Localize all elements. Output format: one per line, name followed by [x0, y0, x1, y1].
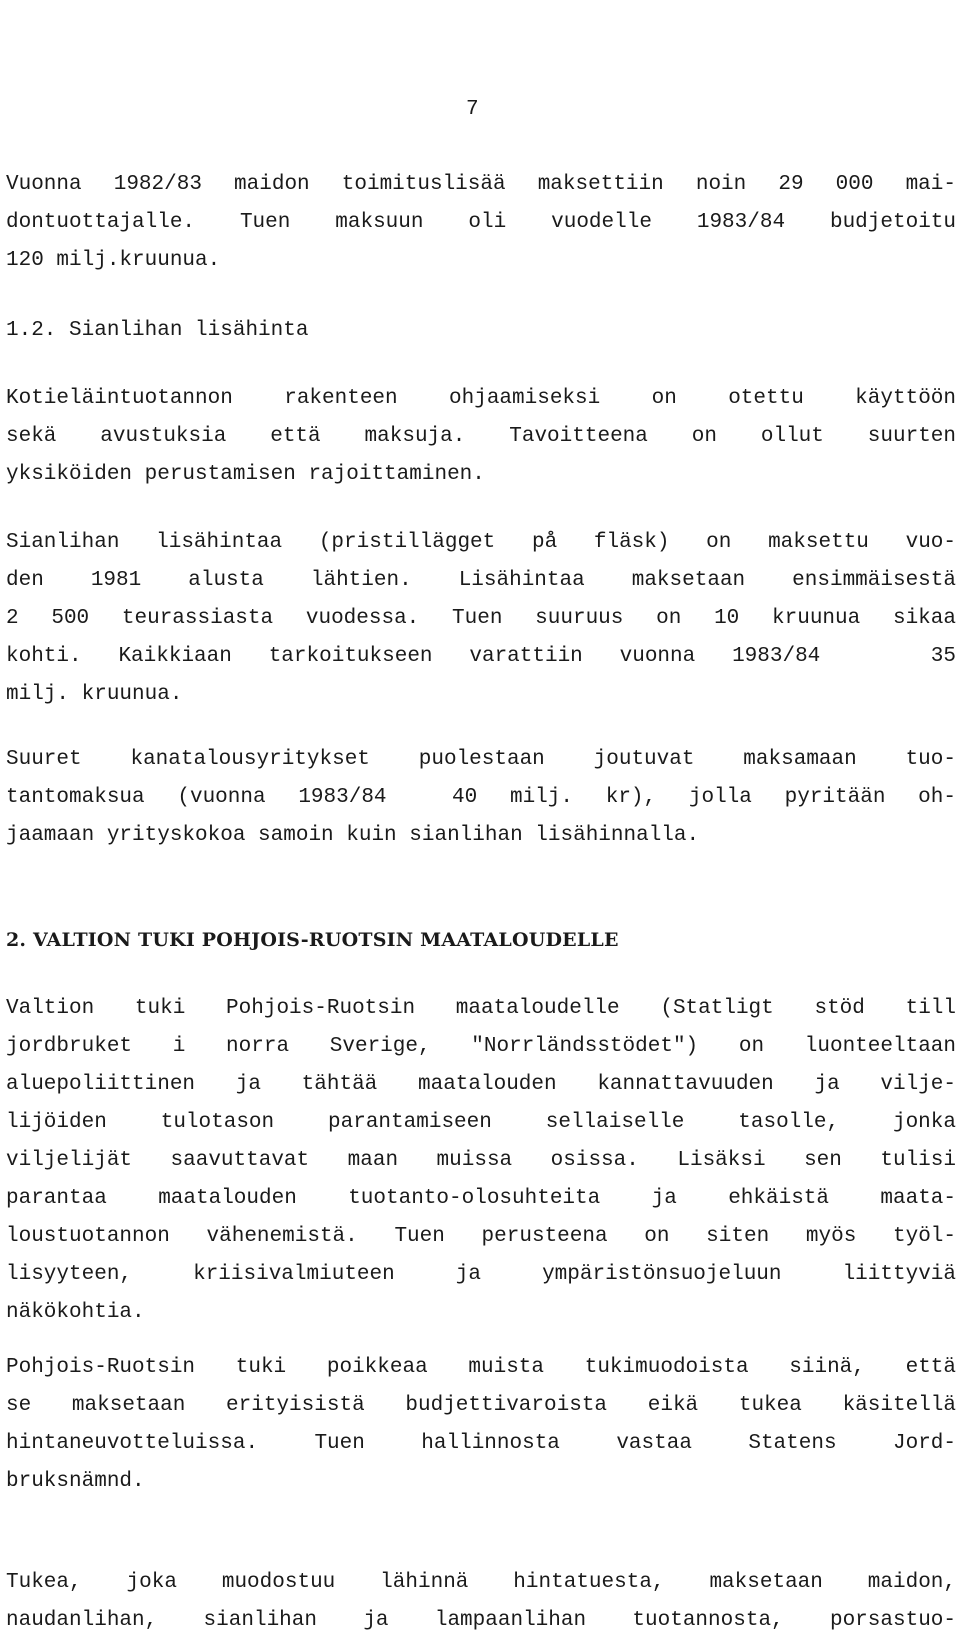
text-line: 2 500 teurassiasta vuodessa. Tuen suuruus on 10 kruunua sikaa	[6, 607, 956, 630]
text-line: naudanlihan, sianlihan ja lampaanlihan tuotannosta, porsastuo-	[6, 1609, 956, 1632]
text-line: milj. kruunua.	[6, 683, 183, 706]
page-number: 7	[466, 98, 479, 121]
text-line: den 1981 alusta lähtien. Lisähintaa maksetaan ensimmäisestä	[6, 569, 956, 592]
text-line: näkökohtia.	[6, 1301, 145, 1324]
text-line: aluepoliittinen ja tähtää maatalouden kannattavuuden ja vilje-	[6, 1073, 956, 1096]
text-line: Vuonna 1982/83 maidon toimituslisää maksettiin noin 29 000 mai-	[6, 173, 956, 196]
text-line: 120 milj.kruunua.	[6, 249, 221, 272]
text-line: bruksnämnd.	[6, 1470, 145, 1493]
text-line: Pohjois-Ruotsin tuki poikkeaa muista tukimuodoista siinä, että	[6, 1356, 956, 1379]
text-line: dontuottajalle. Tuen maksuun oli vuodelle 1983/84 budjetoitu	[6, 211, 956, 234]
text-line: yksiköiden perustamisen rajoittaminen.	[6, 463, 485, 486]
text-line: jaamaan yrityskokoa samoin kuin sianlihan lisähinnalla.	[6, 824, 700, 847]
text-line: Suuret kanatalousyritykset puolestaan joutuvat maksamaan tuo-	[6, 748, 956, 771]
text-line: Tukea, joka muodostuu lähinnä hintatuesta, maksetaan maidon,	[6, 1571, 956, 1594]
text-line: Valtion tuki Pohjois-Ruotsin maataloudelle (Statligt stöd till	[6, 997, 956, 1020]
text-line: se maksetaan erityisistä budjettivaroista eikä tukea käsitellä	[6, 1394, 956, 1417]
paragraph-northern-sweden-support	[6, 990, 956, 1332]
paragraph-poultry-levy	[6, 741, 956, 855]
paragraph-budget-administration	[6, 1349, 956, 1501]
paragraph-pork-price-supplement	[6, 524, 956, 714]
paragraph-milk-supplement	[6, 166, 956, 280]
section-heading: 2. VALTION TUKI POHJOIS-RUOTSIN MAATALOUDELLE	[6, 929, 619, 951]
text-line: sekä avustuksia että maksuja. Tavoitteena on ollut suurten	[6, 425, 956, 448]
text-line: Sianlihan lisähintaa (pristillägget på fläsk) on maksettu vuo-	[6, 531, 956, 554]
section-subheading: 1.2. Sianlihan lisähinta	[6, 319, 309, 342]
text-line: lijöiden tulotason parantamiseen sellaiselle tasolle, jonka	[6, 1111, 956, 1134]
text-line: kohti. Kaikkiaan tarkoitukseen varattiin vuonna 1983/84 35	[6, 645, 956, 668]
text-line: Kotieläintuotannon rakenteen ohjaamiseksi on otettu käyttöön	[6, 387, 956, 410]
text-line: parantaa maatalouden tuotanto-olosuhteita ja ehkäistä maata-	[6, 1187, 956, 1210]
text-line: jordbruket i norra Sverige, "Norrländsstödet") on luonteeltaan	[6, 1035, 956, 1058]
text-line: viljelijät saavuttavat maan muissa osissa. Lisäksi sen tulisi	[6, 1149, 956, 1172]
paragraph-support-forms	[6, 1564, 956, 1640]
paragraph-livestock-structure	[6, 380, 956, 494]
text-line: lisyyteen, kriisivalmiuteen ja ympäristönsuojeluun liittyviä	[6, 1263, 956, 1286]
text-line: tantomaksua (vuonna 1983/84 40 milj. kr), jolla pyritään oh-	[6, 786, 956, 809]
text-line: hintaneuvotteluissa. Tuen hallinnosta vastaa Statens Jord-	[6, 1432, 956, 1455]
text-line: loustuotannon vähenemistä. Tuen perusteena on siten myös työl-	[6, 1225, 956, 1248]
